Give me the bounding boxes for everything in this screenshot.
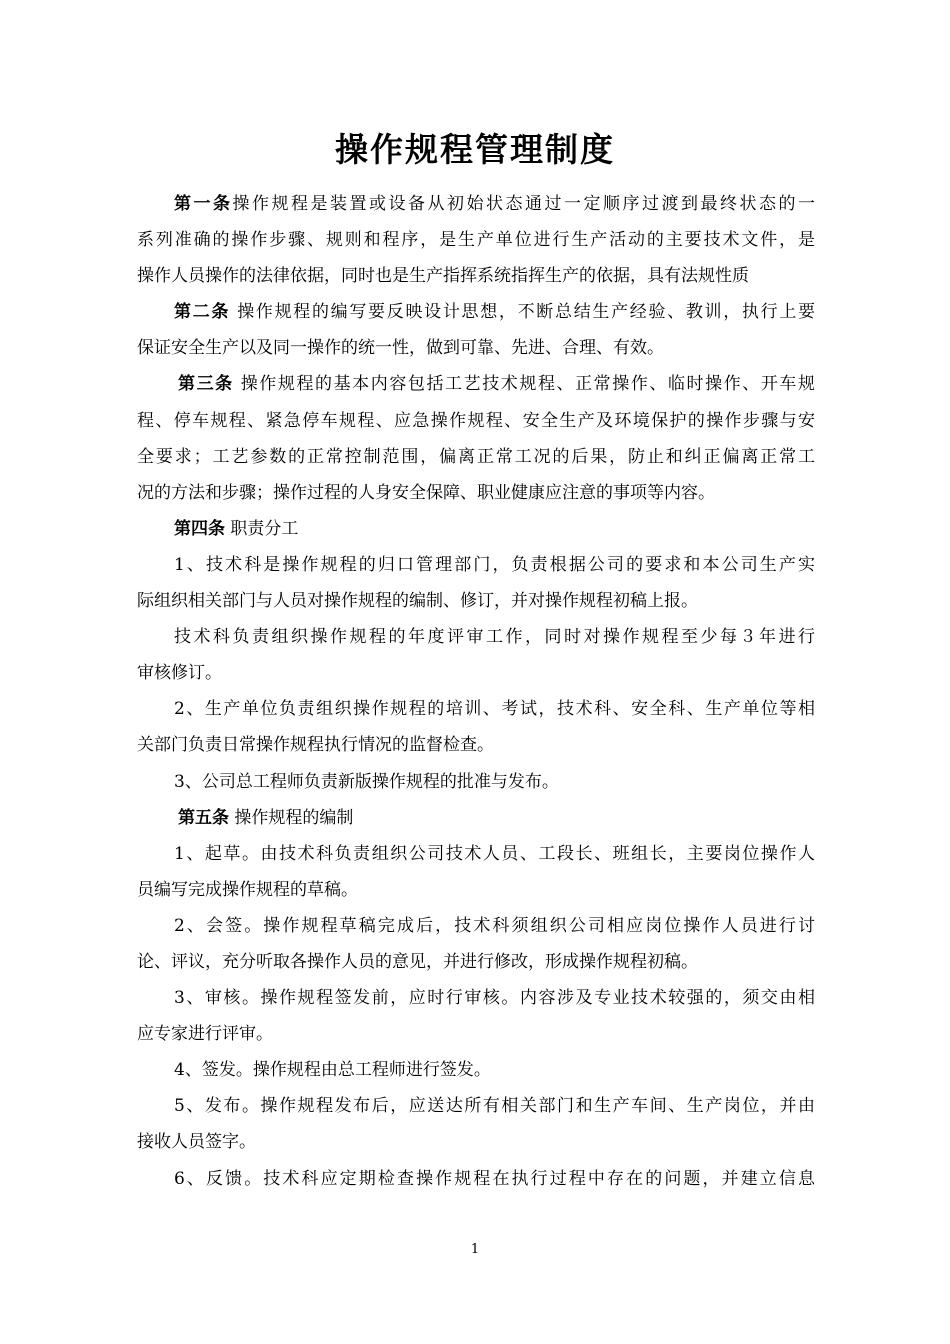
article-5-p2-line-1: 2、会签。操作规程草稿完成后，技术科须组织公司相应岗位操作人员进行讨 [174,915,815,936]
article-5-p2-line-2: 论、评议，充分听取各操作人员的意见，并进行修改，形成操作规程初稿。 [137,951,698,972]
article-3-line-2: 程、停车规程、紧急停车规程、应急操作规程、安全生产及环境保护的操作步骤与安 [137,410,815,431]
article-4-p3-line-1: 2、生产单位负责组织操作规程的培训、考试，技术科、安全科、生产单位等相 [174,699,815,720]
article-3-text: 操作规程的基本内容包括工艺技术规程、正常操作、临时操作、开车规 [240,374,815,395]
document-title: 操作规程管理制度 [335,130,615,169]
article-1-line-3: 操作人员操作的法律依据，同时也是生产指挥系统指挥生产的依据，具有法规性质 [137,266,749,287]
article-5-p5-line-1: 5、发布。操作规程发布后，应送达所有相关部门和生产车间、生产岗位，并由 [174,1096,815,1117]
article-3-label: 第三条 [178,374,234,395]
article-2-line-2: 保证安全生产以及同一操作的统一性，做到可靠、先进、合理、有效。 [137,338,664,359]
article-4-p2-line-1: 技术科负责组织操作规程的年度评审工作，同时对操作规程至少每３年进行 [174,627,815,648]
article-5-p1-line-2: 员编写完成操作规程的草稿。 [137,879,358,900]
article-2-text: 操作规程的编写要反映设计思想，不断总结生产经验、教训，执行上要 [237,302,815,323]
article-5-p6-line-1: 6、反馈。技术科应定期检查操作规程在执行过程中存在的问题，并建立信息 [174,1168,815,1189]
page-number: 1 [470,1242,480,1257]
article-3-line-1 [137,366,815,402]
article-4-title: 职责分工 [230,518,299,539]
article-5-title: 操作规程的编制 [234,807,354,828]
article-5-p4-line-1: 4、签发。操作规程由总工程师进行签发。 [174,1060,491,1081]
article-4-p1-line-1: 1、技术科是操作规程的归口管理部门，负责根据公司的要求和本公司生产实 [174,554,815,575]
article-4-p4-line-1: 3、公司总工程师负责新版操作规程的批准与发布。 [174,771,559,792]
article-3-line-3: 全要求；工艺参数的正常控制范围，偏离正常工况的后果，防止和纠正偏离正常工 [137,446,815,467]
article-4-p1-line-2: 际组织相关部门与人员对操作规程的编制、修订，并对操作规程初稿上报。 [137,591,698,612]
article-1-line-2: 系列准确的操作步骤、规则和程序，是生产单位进行生产活动的主要技术文件，是 [137,230,815,251]
article-3-line-4: 况的方法和步骤；操作过程的人身安全保障、职业健康应注意的事项等内容。 [137,482,715,503]
article-4-p2-line-2: 审核修订。 [137,663,222,684]
article-1-text: 操作规程是装置或设备从初始状态通过一定顺序过渡到最终状态的一 [232,194,815,214]
article-1-line-1 [137,186,815,222]
article-5-p3-line-2: 应专家进行评审。 [137,1024,273,1045]
article-2-line-1 [137,294,815,330]
article-5-p3-line-1: 3、审核。操作规程签发前，应时行审核。内容涉及专业技术较强的，须交由相 [174,988,815,1009]
article-4-label: 第四条 [174,518,225,539]
document-body [137,186,815,1197]
article-1-label: 第一条 [174,194,233,214]
article-4-heading [137,511,815,547]
article-5-heading [137,800,815,836]
article-5-p1-line-1: 1、起草。由技术科负责组织公司技术人员、工段长、班组长，主要岗位操作人 [174,843,815,864]
article-4-p3-line-2: 关部门负责日常操作规程执行情况的监督检查。 [137,735,494,756]
article-2-label: 第二条 [174,302,231,323]
article-5-p5-line-2: 接收人员签字。 [137,1132,256,1153]
article-5-label: 第五条 [178,807,229,828]
